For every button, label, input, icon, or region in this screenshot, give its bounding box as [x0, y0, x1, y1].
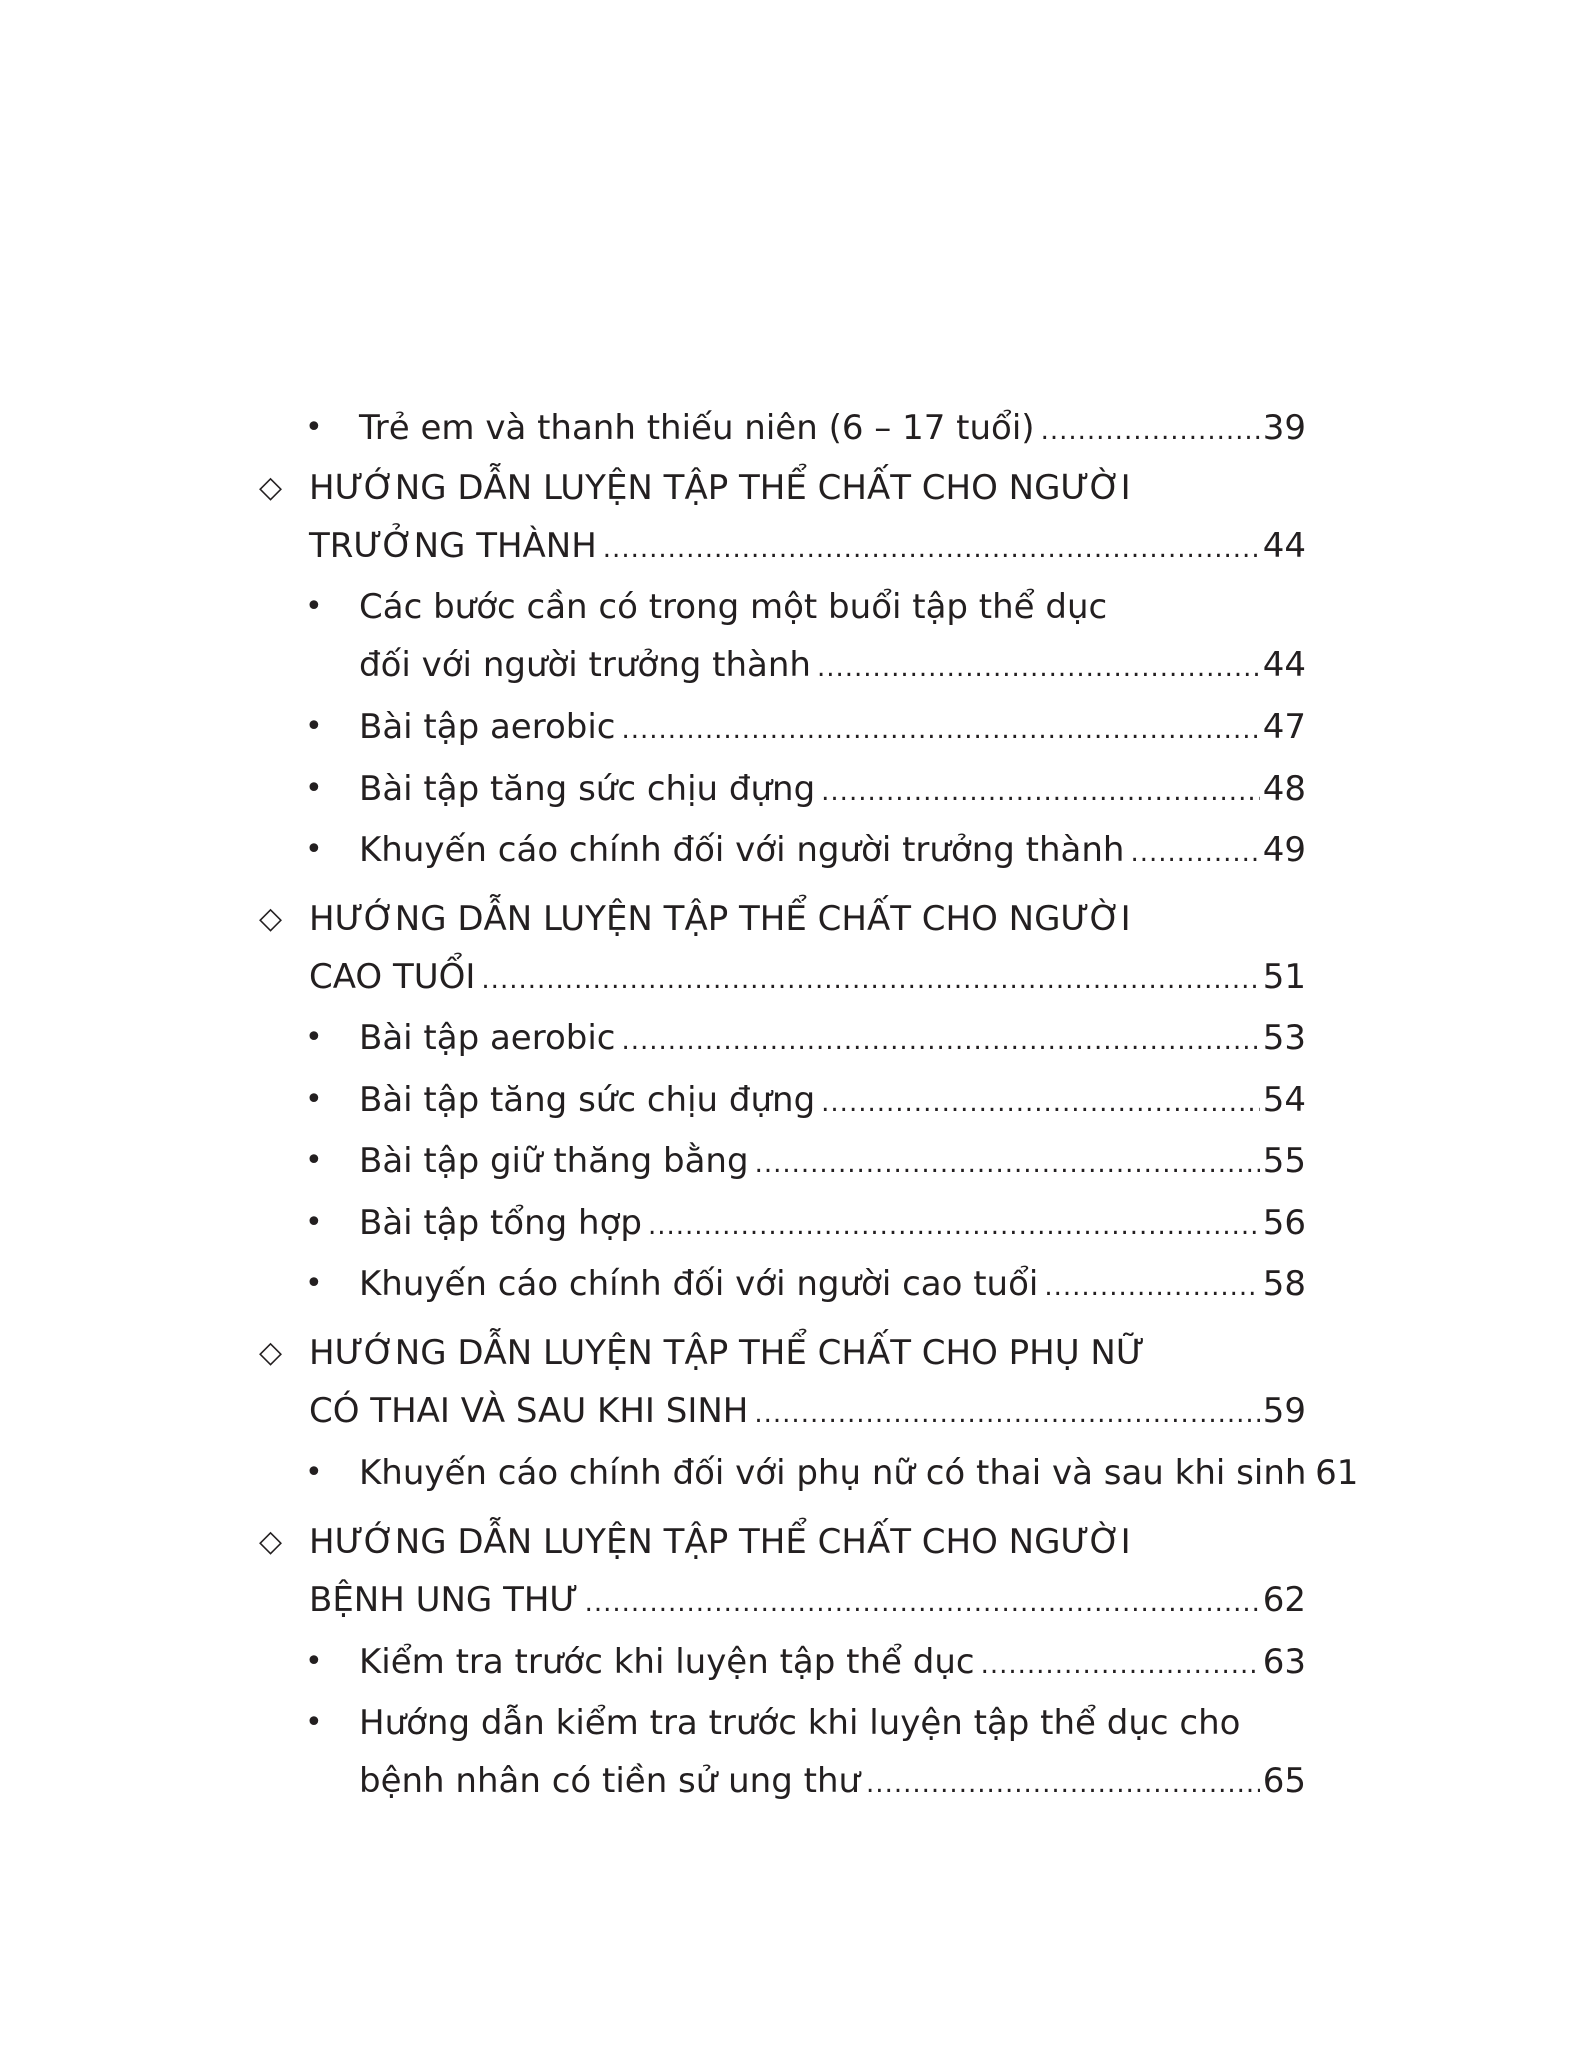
- page-number: 49: [1262, 830, 1306, 870]
- toc-entry-line: [0, 1254, 1582, 1314]
- dot-leader: [603, 519, 1260, 579]
- toc-entry-line: [0, 1693, 1582, 1753]
- page-number: 61: [1315, 1453, 1359, 1493]
- dot-leader: [981, 1635, 1260, 1695]
- toc-entry-line: [0, 759, 1582, 819]
- bullet-icon: •: [305, 1143, 323, 1178]
- subsection-text: Bài tập giữ thăng bằng: [359, 1141, 749, 1181]
- subsection-text: Bài tập tăng sức chịu đựng: [359, 769, 816, 809]
- toc-entry-line: [0, 1443, 1582, 1503]
- bullet-icon: •: [305, 589, 323, 624]
- toc-entry-line: [0, 1381, 1582, 1441]
- dot-leader: [754, 1384, 1260, 1444]
- toc-entry-line: [0, 398, 1582, 458]
- diamond-icon: ◇: [259, 901, 283, 936]
- dot-leader: [821, 1073, 1260, 1133]
- section-heading-text: HƯỚNG DẪN LUYỆN TẬP THỂ CHẤT CHO NGƯỜI: [309, 899, 1131, 939]
- dot-leader: [755, 1134, 1260, 1194]
- toc-entry-line: [0, 1751, 1582, 1811]
- bullet-icon: •: [305, 832, 323, 867]
- page-number: 54: [1262, 1080, 1306, 1120]
- toc-entry-line: [0, 1131, 1582, 1191]
- toc-entry-line: [0, 1008, 1582, 1068]
- page-number: 39: [1262, 408, 1306, 448]
- toc-entry-line: [0, 1323, 1582, 1383]
- bullet-icon: •: [305, 771, 323, 806]
- toc-entry-line: [0, 1632, 1582, 1692]
- diamond-icon: ◇: [259, 1335, 283, 1370]
- subsection-text: đối với người trưởng thành: [359, 645, 811, 685]
- subsection-text: bệnh nhân có tiền sử ung thư: [359, 1761, 861, 1801]
- bullet-icon: •: [305, 1644, 323, 1679]
- subsection-text: Bài tập tăng sức chịu đựng: [359, 1080, 816, 1120]
- dot-leader: [817, 638, 1260, 698]
- page-number: 63: [1262, 1642, 1306, 1682]
- toc-entry-line: [0, 635, 1582, 695]
- diamond-icon: ◇: [259, 470, 283, 505]
- toc-entry-line: [0, 1570, 1582, 1630]
- subsection-text: Bài tập aerobic: [359, 1018, 616, 1058]
- section-heading-text: HƯỚNG DẪN LUYỆN TẬP THỂ CHẤT CHO PHỤ NỮ: [309, 1333, 1146, 1373]
- dot-leader: [585, 1573, 1260, 1633]
- page-number: 47: [1262, 707, 1306, 747]
- subsection-text: Kiểm tra trước khi luyện tập thể dục: [359, 1642, 975, 1682]
- bullet-icon: •: [305, 1705, 323, 1740]
- toc-entry-line: [0, 697, 1582, 757]
- subsection-text: Khuyến cáo chính đối với người cao tuổi: [359, 1264, 1039, 1304]
- bullet-icon: •: [305, 709, 323, 744]
- page-number: 48: [1262, 769, 1306, 809]
- bullet-icon: •: [305, 1266, 323, 1301]
- page-number: 62: [1262, 1580, 1306, 1620]
- dot-leader: [621, 700, 1260, 760]
- toc-entry-line: [0, 820, 1582, 880]
- bullet-icon: •: [305, 1082, 323, 1117]
- bullet-icon: •: [305, 1205, 323, 1240]
- section-heading-text: TRƯỞNG THÀNH: [309, 526, 597, 566]
- bullet-icon: •: [305, 410, 323, 445]
- dot-leader: [481, 950, 1260, 1010]
- dot-leader: [1041, 401, 1260, 461]
- section-heading-text: HƯỚNG DẪN LUYỆN TẬP THỂ CHẤT CHO NGƯỜI: [309, 1522, 1131, 1562]
- subsection-text: Hướng dẫn kiểm tra trước khi luyện tập thể dục cho: [359, 1703, 1241, 1743]
- toc-entry-line: [0, 577, 1582, 637]
- toc-entry-line: [0, 516, 1582, 576]
- diamond-icon: ◇: [259, 1524, 283, 1559]
- section-heading-text: HƯỚNG DẪN LUYỆN TẬP THỂ CHẤT CHO NGƯỜI: [309, 468, 1131, 508]
- section-heading-text: BỆNH UNG THƯ: [309, 1580, 579, 1620]
- bullet-icon: •: [305, 1020, 323, 1055]
- dot-leader: [621, 1011, 1260, 1071]
- page-number: 56: [1262, 1203, 1306, 1243]
- page-number: 58: [1262, 1264, 1306, 1304]
- subsection-text: Các bước cần có trong một buổi tập thể dục: [359, 587, 1108, 627]
- page-number: 44: [1262, 645, 1306, 685]
- toc-entry-line: [0, 947, 1582, 1007]
- dot-leader: [821, 762, 1260, 822]
- page-number: 65: [1262, 1761, 1306, 1801]
- bullet-icon: •: [305, 1455, 323, 1490]
- subsection-text: Trẻ em và thanh thiếu niên (6 – 17 tuổi): [359, 408, 1035, 448]
- section-heading-text: CÓ THAI VÀ SAU KHI SINH: [309, 1391, 749, 1431]
- subsection-text: Bài tập tổng hợp: [359, 1203, 642, 1243]
- page-number: 59: [1262, 1391, 1306, 1431]
- dot-leader: [648, 1196, 1260, 1256]
- toc-entry-line: [0, 889, 1582, 949]
- dot-leader: [1044, 1257, 1260, 1317]
- dot-leader: [1130, 823, 1260, 883]
- subsection-text: Khuyến cáo chính đối với người trưởng thành: [359, 830, 1125, 870]
- page-number: 44: [1262, 526, 1306, 566]
- toc-entry-line: [0, 1070, 1582, 1130]
- dot-leader: [866, 1754, 1260, 1814]
- page-number: 55: [1262, 1141, 1306, 1181]
- toc-entry-line: [0, 1512, 1582, 1572]
- section-heading-text: CAO TUỔI: [309, 957, 476, 997]
- subsection-text: Khuyến cáo chính đối với phụ nữ có thai và sau khi sinh: [359, 1453, 1307, 1493]
- page-number: 51: [1262, 957, 1306, 997]
- page-number: 53: [1262, 1018, 1306, 1058]
- toc-entry-line: [0, 1193, 1582, 1253]
- subsection-text: Bài tập aerobic: [359, 707, 616, 747]
- toc-entry-line: [0, 458, 1582, 518]
